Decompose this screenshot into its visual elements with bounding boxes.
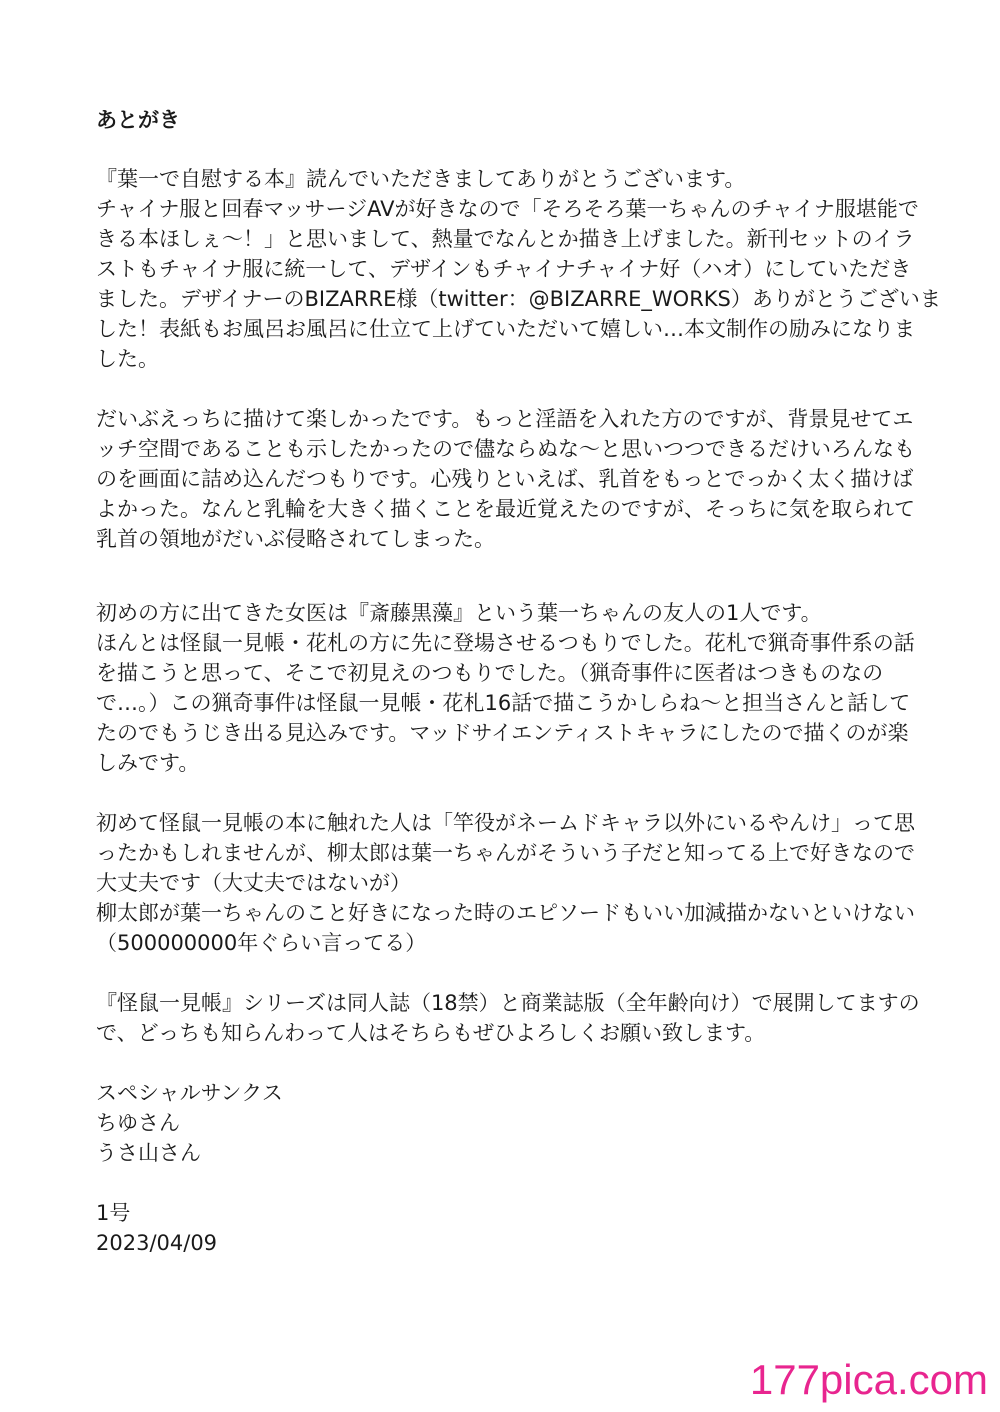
body-line: ストもチャイナ服に統一して、デザインもチャイナチャイナ好（ハオ）にしていただき bbox=[96, 257, 912, 281]
body-line: チャイナ服と回春マッサージAVが好きなので「そろそろ葉一ちゃんのチャイナ服堪能で bbox=[96, 197, 919, 221]
body-line: 『怪鼠一見帳』シリーズは同人誌（18禁）と商業誌版（全年齢向け）で展開してますの bbox=[96, 991, 920, 1015]
body-line: ッチ空間であることも示したかったので儘ならぬな〜と思いつつできるだけいろんなも bbox=[96, 437, 915, 461]
author-signature: 1号 bbox=[96, 1201, 131, 1225]
special-thanks-heading: スペシャルサンクス bbox=[96, 1081, 283, 1105]
body-line: 大丈夫です（大丈夫ではないが） bbox=[96, 871, 411, 895]
body-line: で…。）この猟奇事件は怪鼠一見帳・花札16話で描こうかしらね〜と担当さんと話して bbox=[96, 691, 911, 715]
watermark-text: 177pica.com bbox=[749, 1356, 988, 1403]
body-line: 初めの方に出てきた女医は『斎藤黒藻』という葉一ちゃんの友人の1人です。 bbox=[96, 601, 822, 625]
body-line: 『葉一で自慰する本』読んでいただきましてありがとうございます。 bbox=[96, 167, 746, 191]
body-line: ほんとは怪鼠一見帳・花札の方に先に登場させるつもりでした。花札で猟奇事件系の話 bbox=[96, 631, 915, 655]
body-line: よかった。なんと乳輪を大きく描くことを最近覚えたのですが、そっちに気を取られて bbox=[96, 497, 915, 521]
body-line: ました。デザイナーのBIZARRE様（twitter：@BIZARRE_WORKS）ありがとうございま bbox=[96, 287, 941, 311]
body-line: ったかもしれませんが、柳太郎は葉一ちゃんがそういう子だと知ってる上で好きなので bbox=[96, 841, 915, 865]
body-line: （500000000年ぐらい言ってる） bbox=[96, 931, 427, 955]
body-line: 初めて怪鼠一見帳の本に触れた人は「竿役がネームドキャラ以外にいるやんけ」って思 bbox=[96, 811, 915, 835]
thanks-name: ちゆさん bbox=[96, 1111, 180, 1135]
body-line: 柳太郎が葉一ちゃんのこと好きになった時のエピソードもいい加減描かないといけない bbox=[96, 901, 915, 925]
body-line: で、どっちも知らんわって人はそちらもぜひよろしくお願い致します。 bbox=[96, 1021, 766, 1045]
body-line: たのでもうじき出る見込みです。マッドサイエンティストキャラにしたので描くのが楽 bbox=[96, 721, 909, 745]
body-line: した。 bbox=[96, 347, 159, 371]
thanks-name: うさ山さん bbox=[96, 1141, 201, 1165]
body-line: した！表紙もお風呂お風呂に仕立て上げていただいて嬉しい…本文制作の励みになりま bbox=[96, 317, 915, 341]
afterword-title: あとがき bbox=[96, 108, 180, 132]
body-line: のを画面に詰め込んだつもりです。心残りといえば、乳首をもっとでっかく太く描けば bbox=[96, 467, 914, 491]
body-line: を描こうと思って、そこで初見えのつもりでした。（猟奇事件に医者はつきものなの bbox=[96, 661, 884, 685]
body-line: きる本ほしぇ〜！」と思いまして、熱量でなんとか描き上げました。新刊セットのイラ bbox=[96, 227, 915, 251]
date: 2023/04/09 bbox=[96, 1231, 218, 1255]
body-line: だいぶえっちに描けて楽しかったです。もっと淫語を入れた方のですが、背景見せてエ bbox=[96, 407, 914, 431]
body-line: 乳首の領地がだいぶ侵略されてしまった。 bbox=[96, 527, 495, 551]
body-line: しみです。 bbox=[96, 751, 200, 775]
